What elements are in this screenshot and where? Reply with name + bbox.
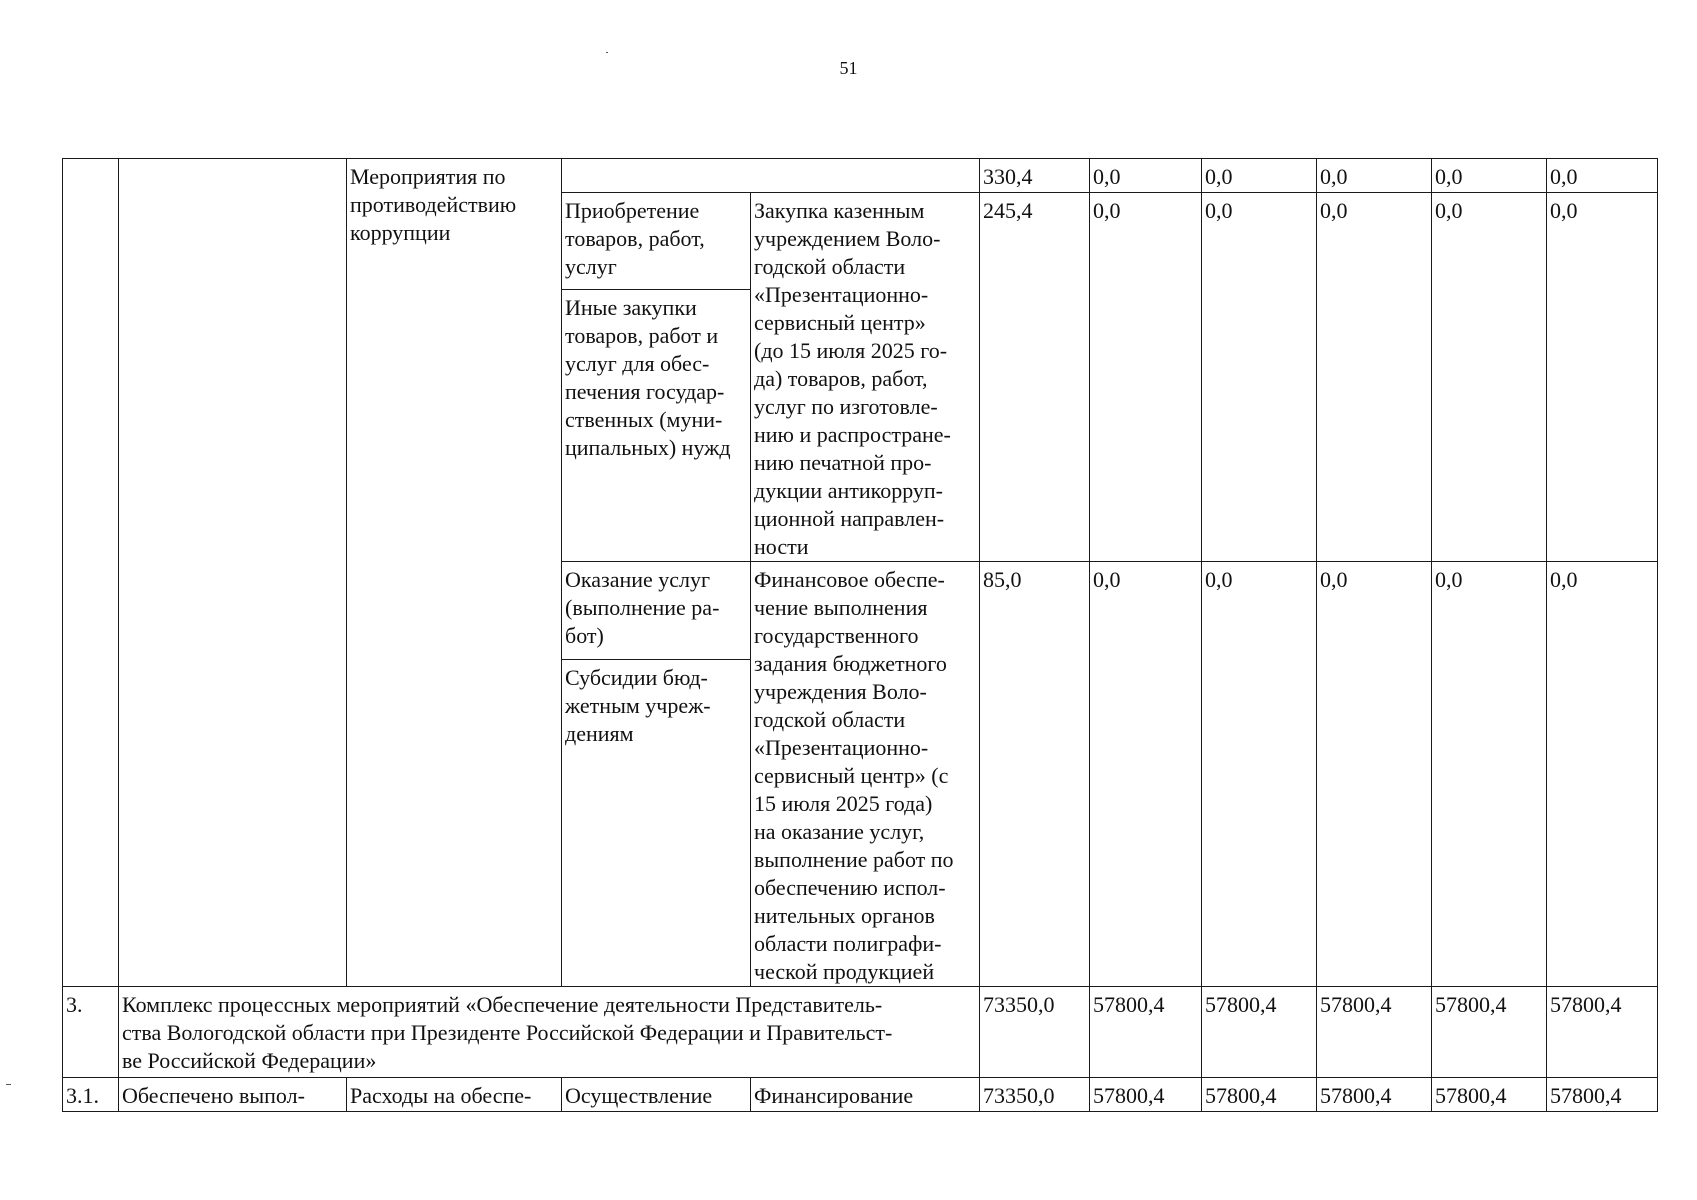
page-number: 51 bbox=[839, 58, 858, 78]
value-cell: 0,0 bbox=[1202, 193, 1317, 562]
value-cell: 0,0 bbox=[1317, 562, 1432, 987]
value-cell: 57800,4 bbox=[1090, 1078, 1202, 1112]
event-name-cell: Мероприятия по противодействию коррупции bbox=[347, 159, 562, 987]
event-total-label-cell bbox=[562, 159, 980, 193]
value-cell: 0,0 bbox=[1202, 562, 1317, 987]
value-cell: 0,0 bbox=[1202, 159, 1317, 193]
value-cell: 0,0 bbox=[1317, 193, 1432, 562]
table-row bbox=[63, 1078, 1658, 1112]
value-cell: 57800,4 bbox=[1432, 987, 1547, 1078]
value-cell: 0,0 bbox=[1547, 193, 1658, 562]
budget-table bbox=[62, 158, 1658, 1112]
expense-type-cell: Субсидии бюд- жетным учреж- дениям bbox=[562, 659, 751, 986]
description-cell: Финансовое обеспе- чение выполнения государственного задания бюджетного учреждения Воло- годской области «Презентационно- сервисный центр» (с 15 июля 2025 года) на оказание услуг, выполнение работ по обеспечению испол- нительных органов области полиграфи- ческой продукцией bbox=[751, 562, 980, 987]
value-cell: 57800,4 bbox=[1317, 1078, 1432, 1112]
scan-speck bbox=[6, 1084, 11, 1085]
value-cell: 0,0 bbox=[1432, 193, 1547, 562]
row-number-cell: 3.1. bbox=[63, 1078, 119, 1112]
value-cell: 57800,4 bbox=[1202, 1078, 1317, 1112]
expense-type-cell: Оказание услуг (выполнение ра- бот) bbox=[562, 562, 751, 660]
row-number-cell: 3. bbox=[63, 987, 119, 1078]
number-cell-empty bbox=[63, 159, 119, 987]
value-cell: 73350,0 bbox=[980, 1078, 1090, 1112]
description-cell: Финансирование bbox=[751, 1078, 980, 1112]
value-cell: 57800,4 bbox=[1317, 987, 1432, 1078]
value-cell: 73350,0 bbox=[980, 987, 1090, 1078]
value-cell: 0,0 bbox=[1090, 193, 1202, 562]
expense-name-cell: Расходы на обеспе- bbox=[347, 1078, 562, 1112]
expense-type-cell: Приобретение товаров, работ, услуг bbox=[562, 193, 751, 290]
expense-type-cell: Иные закупки товаров, работ и услуг для обес- печения государ- ственных (муни- ципальных) нужд bbox=[562, 290, 751, 562]
value-cell: 57800,4 bbox=[1432, 1078, 1547, 1112]
value-cell: 0,0 bbox=[1547, 562, 1658, 987]
value-cell: 245,4 bbox=[980, 193, 1090, 562]
value-cell: 330,4 bbox=[980, 159, 1090, 193]
complex-name-cell: Комплекс процессных мероприятий «Обеспечение деятельности Представитель- ства Вологодской области при Президенте Российской Федерации и Правительст- ве Российской Федерации» bbox=[119, 987, 980, 1078]
value-cell: 0,0 bbox=[1090, 562, 1202, 987]
value-cell: 0,0 bbox=[1317, 159, 1432, 193]
value-cell: 0,0 bbox=[1547, 159, 1658, 193]
value-cell: 57800,4 bbox=[1202, 987, 1317, 1078]
task-cell-empty bbox=[119, 159, 347, 987]
task-cell: Обеспечено выпол- bbox=[119, 1078, 347, 1112]
value-cell: 57800,4 bbox=[1547, 987, 1658, 1078]
expense-type-cell: Осуществление bbox=[562, 1078, 751, 1112]
value-cell: 85,0 bbox=[980, 562, 1090, 987]
value-cell: 0,0 bbox=[1432, 159, 1547, 193]
scan-speck bbox=[606, 52, 608, 53]
description-cell: Закупка казенным учреждением Воло- годской области «Презентационно- сервисный центр» (до 15 июля 2025 го- да) товаров, работ, услуг по изготовле- нию и распростране- нию печатной про- дукции антикорруп- ционной направлен- ности bbox=[751, 193, 980, 562]
table-row bbox=[63, 987, 1658, 1078]
table-row bbox=[63, 159, 1658, 193]
value-cell: 0,0 bbox=[1432, 562, 1547, 987]
value-cell: 0,0 bbox=[1090, 159, 1202, 193]
value-cell: 57800,4 bbox=[1547, 1078, 1658, 1112]
value-cell: 57800,4 bbox=[1090, 987, 1202, 1078]
